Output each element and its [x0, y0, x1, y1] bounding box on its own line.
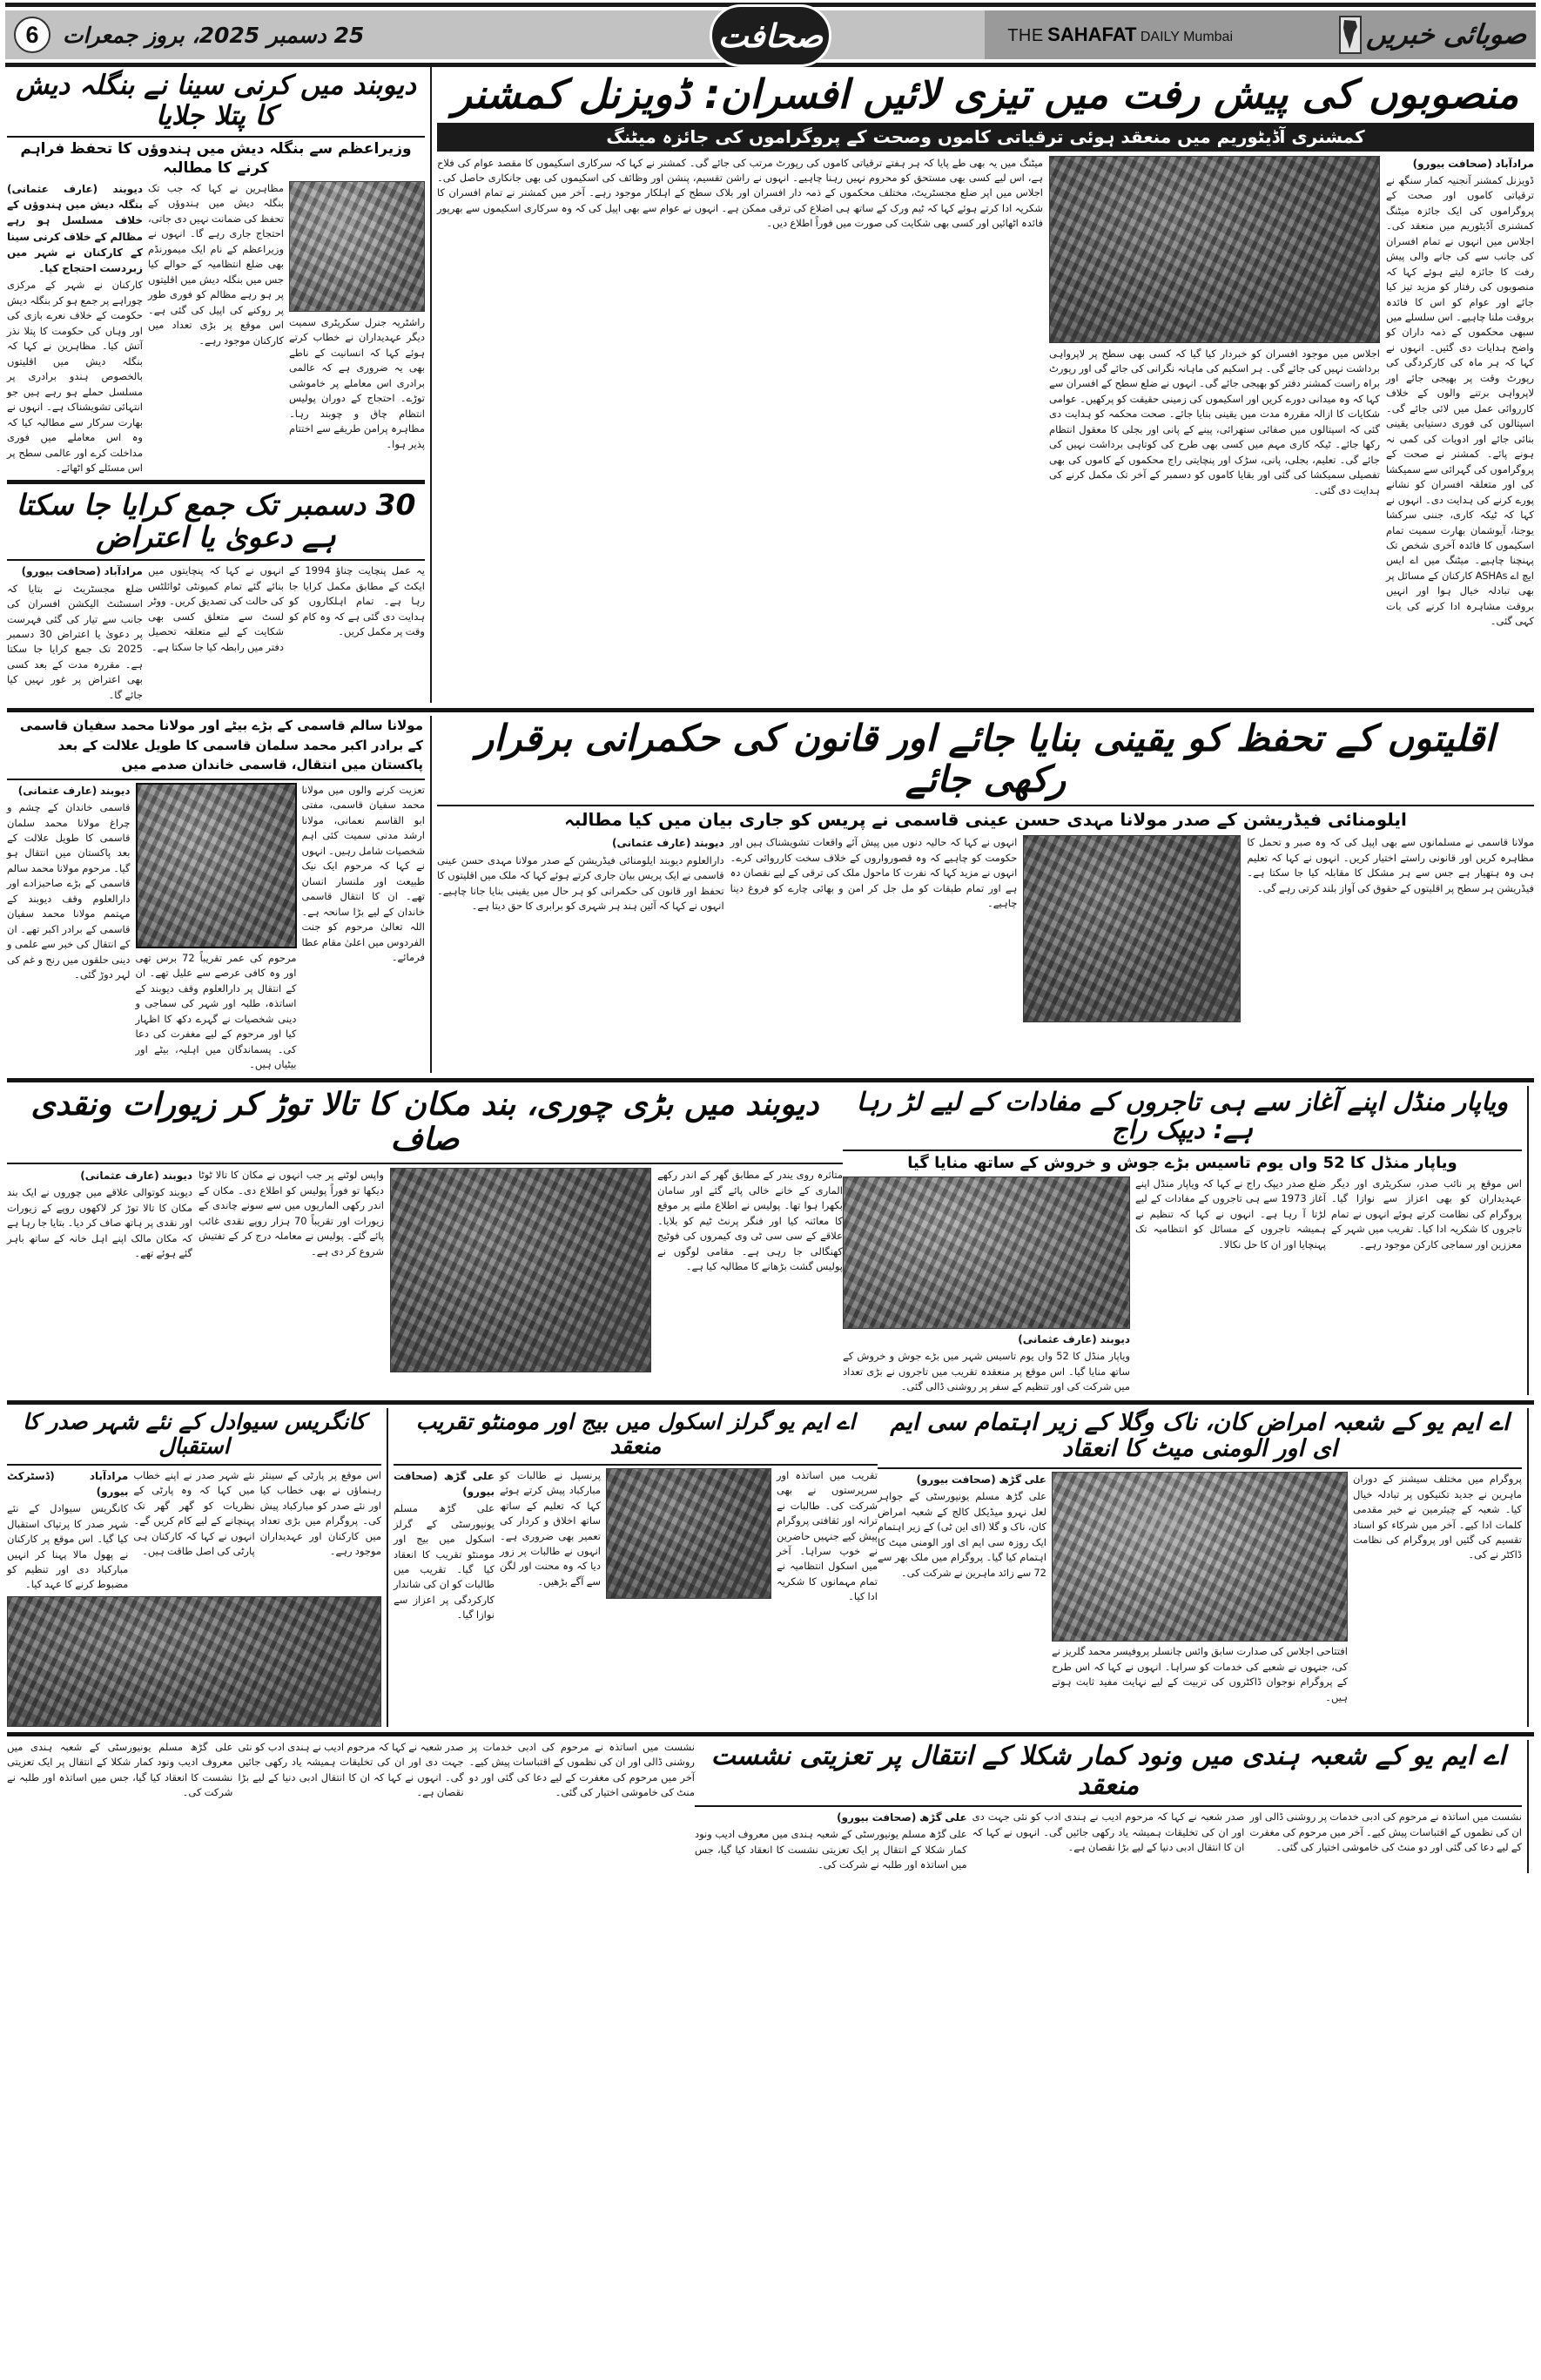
block-amu-hindi	[0, 1740, 1541, 1873]
vyapar-text-right: ویاپار منڈل کا 52 واں یوم تاسیس شہر میں بڑے جوش و خروش کے ساتھ منایا گیا۔ اس موقع پر منعقدہ تقریب میں تاجروں نے بڑی تعداد میں شرکت کی اور تنظیم کے سفر پر روشنی ڈالی گئی۔	[843, 1350, 1130, 1393]
vyapar-col-left	[1331, 1177, 1522, 1395]
amu-hindi-filler-mid	[238, 1740, 463, 1801]
block-amu	[0, 1408, 1541, 1727]
obituary-story	[7, 716, 425, 1072]
claim30-text-mid: انہوں نے کہا کہ پنچایتوں میں بنائے گئے تمام کمیونٹی ٹوائلٹس کی حالت کی تصدیق کریں۔ ووٹر لسٹ سے متعلق کسی بھی شکایت کے لیے متعلقہ تحصیل دفتر میں رابطہ کیا جا سکتا ہے۔	[148, 564, 284, 653]
theft-photo	[390, 1168, 651, 1372]
lead-text-mid: اجلاس میں موجود افسران کو خبردار کیا گیا کہ کسی بھی سطح پر لاپرواہی برداشت نہیں کی جائے گی۔ ہر اسکیم کی ماہانہ نگرانی کی جائے گی اور رپورٹ براہ راست کمشنر دفتر کو بھیجی جائے گی۔ انہوں نے ضلع سطح کے افسران سے کہا کہ وہ میدانی دورے کریں اور اسکیموں کی زمینی حقیقت کو پرکھیں۔ عوامی شکایات کا ازالہ مقررہ مدت میں یقینی بنایا جائے۔ صحت محکمہ کو ہدایت دی گئی کہ اسپتالوں میں صفائی ستھرائی، پینے کے پانی اور بجلی کا معقول انتظام رکھا جائے۔ ٹیکہ کاری مہم میں کسی بھی طرح کی کوتاہی برداشت نہیں کی جائے گی۔ تعلیم، بجلی، پانی، سڑک اور پنچایتی راج محکموں کے کاموں کی بھی تفصیلی سمیکشا کی گئی اور بقایا کاموں کو دسمبر کے آخر تک مکمل کرنے کی ہدایت دی گئی۔	[1049, 347, 1380, 496]
congress-story	[7, 1408, 381, 1727]
obituary-text-left: تعزیت کرنے والوں میں مولانا محمد سفیان قاسمی، مفتی ابو القاسم نعمانی، مولانا ارشد مدنی سمیت کئی اہم شخصیات شامل رہیں۔ انہوں نے کہا کہ مرحوم ایک نیک طبیعت اور ملنسار انسان تھے۔ ان کا انتقال قاسمی خاندان کے لیے بڑا سانحہ ہے۔ اللہ تعالیٰ مرحوم کو جنت الفردوس میں اعلیٰ مقام عطا فرمائے۔	[301, 783, 425, 963]
vyapar-byline-block	[843, 1332, 1130, 1395]
lead-col-right	[1386, 156, 1534, 630]
obituary-headline: مولانا سالم قاسمی کے بڑے بیٹے اور مولانا محمد سفیان قاسمی کے برادر اکبر محمد سلمان قاسمی کا طویل علالت کے بعد پاکستان میں انتقال، قاسمی خاندان صدمے میں	[19, 718, 423, 773]
theft-rule	[7, 1163, 843, 1164]
claim30-headline: 30 دسمبر تک جمع کرایا جا سکتا ہے دعویٰ یا اعتراض	[16, 488, 416, 555]
claim30-col-right	[7, 563, 143, 703]
minority-rule	[437, 805, 1534, 806]
amu-girls-photo-col	[606, 1468, 771, 1623]
sahafat-logo: صحافت	[710, 4, 831, 67]
amu-hindi-filler-left	[469, 1740, 695, 1801]
amu-ent-col-right	[878, 1472, 1046, 1705]
deoband-col-first	[7, 181, 143, 476]
amu-hindi-rule	[695, 1805, 1522, 1807]
amu-girls-photo	[606, 1468, 771, 1599]
amu-hindi-headline: اے ایم یو کے شعبہ ہندی میں ونود کمار شکلا کے انتقال پر تعزیتی نشست منعقد	[710, 1740, 1506, 1801]
vyapar-rule	[843, 1150, 1522, 1151]
obituary-photo	[136, 783, 297, 948]
congress-byline: مرادآباد (ڈسٹرکٹ بیورو)	[7, 1469, 129, 1498]
congress-col-mid	[133, 1468, 254, 1593]
block2-top-rule	[7, 708, 1534, 712]
deoband-text-left: راشٹریہ جنرل سکریٹری سمیت دیگر عہدیداران نے خطاب کرتے ہوئے کہا کہ انسانیت کے ناطے بھی یہ ضروری ہے کہ عالمی برادری اس معاملے پر خاموشی توڑے۔ احتجاج کے دوران پولیس انتظام چاق و چوبند رہا۔ مظاہرہ پرامن طریقے سے اختتام پذیر ہوا۔	[289, 315, 425, 450]
block2-divider	[430, 716, 432, 1072]
amu-hindi-text-mid: صدر شعبہ نے کہا کہ مرحوم ادیب نے ہندی ادب کو نئی جہت دی اور ان کی تخلیقات ہمیشہ یاد رکھی جائیں گی۔ انہوں نے کہا کہ ان کا انتقال ادبی دنیا کے لیے بڑا نقصان ہے۔	[972, 1810, 1245, 1854]
claim30-text-left: یہ عمل پنچایت چناؤ 1994 کے ایکٹ کے مطابق مکمل کرایا جا رہا ہے۔ تمام اہلکاروں کو ہدایت دی گئی ہے کہ وہ کام کو وقت پر مکمل کریں۔	[289, 564, 425, 638]
congress-headline: کانگریس سیوادل کے نئے شہر صدر کا استقبال	[23, 1408, 366, 1459]
minority-byline: دیوبند (عارف عثمانی)	[611, 837, 724, 850]
obituary-text-mid: مرحوم کی عمر تقریباً 72 برس تھی اور وہ کافی عرصے سے علیل تھے۔ ان کے انتقال پر دارالعلوم وقف دیوبند کے اساتذہ، طلبہ اور شہر کی سماجی و دینی شخصیات نے گہرے دکھ کا اظہار کیا اور مرحوم کے لیے مغفرت کی دعا کی۔ پسماندگان میں اہلیہ، بیٹے اور بیٹیاں ہیں۔	[135, 951, 297, 1071]
page-number-badge: 6	[14, 17, 50, 53]
minority-story	[437, 716, 1534, 1072]
lead-headline: منصوبوں کی پیش رفت میں تیزی لائیں افسران: ڈویزنل کمشنر	[452, 71, 1519, 118]
congress-text-mid: نئے شہر صدر نے اپنے خطاب میں کہا کہ وہ پارٹی کے نظریات کو گھر گھر تک پہنچانے کے لیے کام کریں گے۔ انہوں نے کہا کہ کارکنان ہی پارٹی کی اصل طاقت ہیں۔	[133, 1468, 255, 1557]
amu-hindi-col-mid	[972, 1810, 1245, 1873]
minority-col-right	[437, 835, 724, 1022]
amu-hindi-filler-text-left: نشست میں اساتذہ نے مرحوم کی ادبی خدمات پر روشنی ڈالی اور ان کی نظموں کے اقتباسات پیش کیے۔ آخر میں مرحوم کی مغفرت کے لیے دعا کی گئی اور دو منٹ کی خاموشی اختیار کی گئی۔	[468, 1740, 695, 1799]
amu-girls-rule	[394, 1464, 878, 1466]
amu-girls-headline: اے ایم یو گرلز اسکول میں بیج اور مومنٹو تقریب منعقد	[415, 1408, 856, 1459]
vyapar-headline: ویاپار منڈل اپنے آغاز سے ہی تاجروں کے مفادات کے لیے لڑ رہا ہے: دیپک راج	[856, 1086, 1509, 1145]
masthead-the: THE	[1007, 26, 1044, 45]
amu-hindi-filler-text-mid: صدر شعبہ نے کہا کہ مرحوم ادیب نے ہندی ادب کو نئی جہت دی اور ان کی تخلیقات ہمیشہ یاد رکھی جائیں گی۔ انہوں نے کہا کہ ان کا انتقال ادبی دنیا کے لیے بڑا نقصان ہے۔	[238, 1740, 464, 1799]
publication-date: 25 دسمبر 2025، بروز جمعرات	[63, 22, 365, 48]
amu-girls-story	[394, 1408, 878, 1727]
amu-ent-col-left	[1353, 1472, 1522, 1705]
block4-inner-divider	[387, 1408, 388, 1727]
vyapar-text-mid: ضلع صدر دیپک راج نے کہا کہ ویاپار منڈل اپنے آغاز 1973 سے ہی تاجروں کے مفادات کے لیے لڑتا آ رہا ہے۔ انہوں نے کہا کہ تنظیم نے ہمیشہ تاجروں کے مسائل کو انتظامیہ تک پہنچایا اور ان کا حل نکالا۔	[1135, 1177, 1326, 1251]
theft-story	[7, 1086, 843, 1395]
column-divider	[430, 67, 432, 703]
theft-col-left	[657, 1168, 843, 1372]
minority-photo-col	[1023, 835, 1241, 1022]
block5-divider	[1527, 1740, 1529, 1873]
lead-col-left	[437, 156, 1043, 630]
amu-girls-byline: علی گڑھ (صحافت بیورو)	[394, 1469, 495, 1498]
vyapar-story	[843, 1086, 1522, 1395]
lead-photo-col	[1049, 156, 1380, 630]
minority-byline-block	[437, 835, 724, 914]
lead-text-right: ڈویزنل کمشنر آنجنیہ کمار سنگھ نے ترقیاتی کاموں اور صحت کے پروگراموں کی ایک جائزہ میٹنگ کمشنری آڈیٹوریم میں منعقد کی۔ اجلاس میں انہوں نے تمام افسران کی جانب سے کی جانے والی پیش رفت کا جائزہ لیتے ہوئے کہا کہ منصوبوں کی رفتار کو مزید تیز کیا جائے اور عوام کو اس کا فائدہ بروقت ملنا چاہیے۔ اس سلسلے میں سبھی محکموں کے ذمہ داران کو واضح ہدایات دی گئیں۔ انہوں نے کہا کہ ہر ماہ کی کارکردگی کی رپورٹ وقت پر بھیجی جائے اور لاپرواہی برتنے والوں کے خلاف کارروائی عمل میں لائی جائے گی۔ اسپتالوں کی فوری دستیابی یقینی بنائی جائے اور ادویات کی کمی نہ ہونے پائے۔ کمشنر نے صحت کے پروگراموں کی گہرائی سے سمیکشا کی اور متعلقہ افسران کو نشانے پورے کرنے کی ہدایت دی۔ انہوں نے کہا کہ ٹیکہ کاری، جننی سرکشا یوجنا، آیوشمان بھارت سمیت تمام اسکیموں کا فائدہ آخری شخص تک پہنچنا چاہیے۔ میٹنگ میں اے ایس ایچ اے ASHAs کارکنان کے مسائل پر بھی تبادلہ خیال ہوا اور انہیں بروقت مشاہرہ ادا کرنے کی بات کہی گئی۔	[1386, 173, 1534, 628]
lead-byline: مرادآباد (صحافت بیورو)	[1412, 157, 1534, 170]
amu-ent-text-mid: افتتاحی اجلاس کی صدارت سابق وائس چانسلر پروفیسر محمد گلریز نے کی، جنہوں نے شعبے کی خدمات کو سراہا۔ انہوں نے کہا کہ اس طرح کے پروگرام نوجوان ڈاکٹروں کی تربیت کے لیے نہایت مفید ثابت ہوتے ہیں۔	[1052, 1645, 1348, 1703]
obituary-photo-col	[136, 783, 297, 1073]
claim30-col-mid	[148, 563, 284, 703]
block4-top-rule	[7, 1400, 1534, 1405]
masthead	[5, 10, 1536, 59]
amu-girls-col-right	[394, 1468, 495, 1623]
claim30-byline-block	[7, 563, 143, 703]
amu-ent-rule	[878, 1467, 1522, 1469]
amu-ent-photo-col	[1052, 1472, 1348, 1705]
minority-col-left	[1247, 835, 1534, 1022]
amu-girls-col-mid	[500, 1468, 601, 1623]
vyapar-subhead: ویاپار منڈل کا 52 واں یوم تاسیس بڑے جوش و خروش کے ساتھ منایا گیا	[907, 1153, 1457, 1172]
masthead-brand: SAHAFAT	[1047, 24, 1137, 45]
theft-text-right: دیوبند کوتوالی علاقے میں چوروں نے ایک بند مکان کا تالا توڑ کر لاکھوں روپے کے زیورات اور نقدی پر ہاتھ صاف کر دیا۔ بتایا جا رہا ہے کہ مکان مالک اپنے اہل خانہ کے ساتھ باہر گئے ہوئے تھے۔	[7, 1186, 192, 1260]
block5-top-rule	[7, 1732, 1534, 1736]
minority-col-mid	[730, 835, 1018, 1022]
deoband-text-right: کارکنان نے شہر کے مرکزی چوراہے پر جمع ہو کر بنگلہ دیش حکومت کے خلاف نعرے بازی کی اور وہاں کی حکومت کا پتلا نذر آتش کیا۔ مظاہرین نے کہا کہ بنگلہ دیش میں اقلیتوں بالخصوص ہندو برادری پر مسلسل حملے ہو رہے ہیں جو انتہائی تشویشناک ہے۔ انہوں نے بھارت سرکار سے مطالبہ کیا کہ وہ اس معاملے میں فوری مداخلت کرے اور عالمی سطح پر اس مسئلے کو اٹھائے۔	[7, 279, 143, 474]
amu-hindi-filler-text-right: علی گڑھ مسلم یونیورسٹی کے شعبہ ہندی میں معروف ادیب ونود کمار شکلا کے انتقال پر ایک تعزیتی نشست کا انعقاد کیا گیا، جس میں اساتذہ اور طلبہ نے شرکت کی۔	[7, 1740, 233, 1799]
vyapar-photo-col	[843, 1177, 1130, 1395]
block4-divider	[1527, 1408, 1529, 1727]
amu-girls-text-left: تقریب میں اساتذہ اور سرپرستوں نے بھی شرکت کی۔ طالبات نے ترانہ اور ثقافتی پروگرام پیش کیے جنہیں حاضرین نے خوب سراہا۔ آخر میں اسکول انتظامیہ نے تمام مہمانوں کا شکریہ ادا کیا۔	[777, 1468, 878, 1603]
minority-subhead: ایلومنائی فیڈریشن کے صدر مولانا مہدی حسن عینی قاسمی نے پریس کو جاری بیان میں کیا مطالبہ	[564, 809, 1407, 831]
obituary-byline-block	[7, 783, 131, 983]
claim30-col-left	[289, 563, 425, 703]
minority-headline: اقلیتوں کے تحفظ کو یقینی بنایا جائے اور قانون کی حکمرانی برقرار رکھی جائے	[476, 717, 1495, 801]
theft-photo-col	[390, 1168, 651, 1372]
claim30-byline: مرادآباد (صحافت بیورو)	[21, 565, 143, 578]
congress-photo	[7, 1596, 381, 1727]
minority-text-left: مولانا قاسمی نے مسلمانوں سے بھی اپیل کی کہ وہ صبر و تحمل کا مظاہرہ کریں اور قانونی راستے اختیار کریں۔ انہوں نے کہا کہ تعلیم ہی وہ ہتھیار ہے جس سے ہر مشکل کا مقابلہ کیا جا سکتا ہے۔ فیڈریشن ہر سطح پر اقلیتوں کے حقوق کی آواز بلند کرتی رہے گی۔	[1247, 836, 1534, 894]
block-theft	[0, 1086, 1541, 1395]
theft-text-mid: واپس لوٹنے پر جب انہوں نے مکان کا تالا ٹوٹا دیکھا تو فوراً پولیس کو اطلاع دی۔ مکان کے اندر رکھی الماریوں میں سے سونے چاندی کے زیورات اور تقریباً 70 ہزار روپے نقدی غائب پائے گئے۔ پولیس نے معاملہ درج کر کے تفتیش شروع کر دی ہے۔	[199, 1169, 384, 1257]
deoband-col-mid	[148, 181, 284, 476]
theft-col-mid	[199, 1168, 384, 1372]
deoband-headline: دیوبند میں کرنی سینا نے بنگلہ دیش کا پتلا جلایا	[16, 70, 416, 131]
obituary-col-right	[7, 783, 131, 1073]
amu-ent-photo	[1052, 1472, 1348, 1642]
deoband-text-mid: مظاہرین نے کہا کہ جب تک بنگلہ دیش میں ہندوؤں کے تحفظ کی ضمانت نہیں دی جاتی، احتجاج جاری رہے گا۔ انہوں نے وزیراعظم کے نام ایک میمورنڈم بھی ضلع انتظامیہ کے حوالے کیا جس میں بنگلہ دیش میں اقلیتوں پر ہو رہے مظالم کو فوری طور پر روکنے کی اپیل کی گئی ہے۔ اس موقع پر بڑی تعداد میں کارکنان موجود رہے۔	[147, 181, 284, 347]
amu-hindi-text-left: نشست میں اساتذہ نے مرحوم کی ادبی خدمات پر روشنی ڈالی اور ان کی نظموں کے اقتباسات پیش کیے۔ آخر میں مرحوم کی مغفرت کے لیے دعا کی گئی اور دو منٹ کی خاموشی اختیار کی گئی۔	[1249, 1810, 1522, 1854]
congress-text-left: اس موقع پر پارٹی کے سینئر رہنماؤں نے بھی خطاب کیا اور نئے صدر کو مبارکباد پیش کی۔ پروگرام میں بڑی تعداد میں کارکنان اور عہدیداران موجود رہے۔	[259, 1468, 381, 1557]
amu-hindi-right-filler	[7, 1740, 695, 1873]
vyapar-col-mid	[1135, 1177, 1326, 1395]
lead-story	[437, 67, 1534, 703]
amu-ent-byline-block	[878, 1472, 1046, 1581]
block3-divider	[1527, 1086, 1529, 1395]
theft-text-left: متاثرہ روی یندر کے مطابق گھر کے اندر رکھے الماری کے خانے خالی پائے گئے اور سامان بکھرا ہوا تھا۔ پولیس نے اطلاع ملنے پر موقع کا معائنہ کیا اور فنگر پرنٹ ٹیم کو بلایا۔ علاقے کے سی سی ٹی وی کیمروں کی فوٹیج کھنگالی جا رہی ہے۔ مقامی لوگوں نے پولیس گشت بڑھانے کا مطالبہ کیا ہے۔	[657, 1169, 843, 1273]
deoband-col-right	[289, 181, 425, 476]
obituary-col-left	[302, 783, 426, 1073]
claim30-text-right: ضلع مجسٹریٹ نے بتایا کہ اسسٹنٹ الیکشن افسران کی جانب سے تیار کی گئی فہرست پر دعویٰ یا اعتراض 30 دسمبر 2025 تک جمع کرایا جا سکتا ہے۔ مقررہ مدت کے بعد کسی بھی اعتراض پر غور نہیں کیا جائے گا۔	[7, 582, 143, 701]
claim30-rule	[7, 559, 425, 561]
masthead-right	[5, 17, 364, 53]
congress-col-left	[260, 1468, 381, 1593]
amu-girls-byline-block	[394, 1468, 495, 1623]
block3-top-rule	[7, 1078, 1534, 1082]
minority-text-mid: انہوں نے کہا کہ حالیہ دنوں میں پیش آئے واقعات تشویشناک ہیں اور حکومت کو چاہیے کہ وہ قصورواروں کے خلاف سخت کارروائی کرے۔ انہوں نے مزید کہا کہ نفرت کا ماحول ملک کی ترقی کے لیے نقصان دہ ہے اور تمام طبقات کو مل جل کر امن و بھائی چارے کو فروغ دینا چاہیے۔	[730, 836, 1018, 910]
congress-text-right: کانگریس سیوادل کے نئے شہر صدر کا پرتپاک استقبال کیا گیا۔ اس موقع پر کارکنان نے پھول مالا پہنا کر انہیں مبارکباد دی اور تنظیم کو مضبوط کرنے کا عہد کیا۔	[7, 1502, 129, 1591]
deoband-story	[7, 67, 425, 703]
amu-ent-text-left: پروگرام میں مختلف سیشنز کے دوران ماہرین نے جدید تکنیکوں پر تبادلہ خیال کیا۔ شعبہ کے چیئرمین نے خیر مقدمی کلمات ادا کیے۔ آخر میں شرکاء کو اسناد تقسیم کی گئیں اور پروگرام کی نظامت ڈاکٹر نے کی۔	[1353, 1473, 1522, 1561]
block-lead	[0, 67, 1541, 703]
amu-ent-byline: علی گڑھ (صحافت بیورو)	[916, 1473, 1046, 1487]
minority-text-right: دارالعلوم دیوبند ایلومنائی فیڈریشن کے صدر مولانا مہدی حسن عینی قاسمی نے ایک پریس بیان جاری کرتے ہوئے کہا کہ ملک میں اقلیتوں کا تحفظ اور قانون کی حکمرانی کو ہر حال میں یقینی بنایا جانا چاہیے۔ انہوں نے کہا کہ آئین ہند ہر شہری کو برابری کا حق دیتا ہے۔	[436, 853, 724, 913]
masthead-english-title	[992, 24, 1248, 46]
amu-hindi-story	[695, 1740, 1522, 1873]
lead-photo	[1049, 156, 1380, 343]
amu-girls-text-mid: پرنسپل نے طالبات کو مبارکباد پیش کرتے ہوئے کہا کہ تعلیم کے ساتھ ساتھ اخلاق و کردار کی تعمیر بھی ضروری ہے۔ انہوں نے طالبات پر زور دیا کہ وہ محنت اور لگن سے آگے بڑھیں۔	[500, 1468, 601, 1588]
newspaper-page	[0, 3, 1541, 2380]
theft-byline: دیوبند (عارف عثمانی)	[80, 1170, 192, 1183]
amu-girls-text-right: علی گڑھ مسلم یونیورسٹی کے گرلز اسکول میں بیج اور مومنٹو تقریب کا انعقاد کیا گیا۔ تقریب میں طالبات کو ان کی شاندار کارکردگی پر اعزاز سے نوازا گیا۔	[394, 1502, 495, 1622]
claim30-top-rule	[7, 480, 425, 484]
deoband-subhead: وزیراعظم سے بنگلہ دیش میں ہندوؤں کا تحفظ فراہم کرنے کا مطالبہ	[20, 140, 412, 177]
theft-col-right	[7, 1168, 192, 1372]
masthead-daily: DAILY Mumbai	[1140, 30, 1233, 44]
theft-headline: دیوبند میں بڑی چوری، بند مکان کا تالا توڑ کر زیورات ونقدی صاف	[30, 1086, 819, 1157]
amu-hindi-byline: علی گڑھ (صحافت بیورو)	[837, 1811, 967, 1824]
congress-byline-block	[7, 1468, 128, 1593]
right-stack	[7, 1408, 878, 1727]
amu-hindi-text-right: علی گڑھ مسلم یونیورسٹی کے شعبہ ہندی میں معروف ادیب ونود کمار شکلا کے انتقال پر ایک تعزیتی نشست کا انعقاد کیا گیا، جس میں اساتذہ اور طلبہ نے شرکت کی۔	[694, 1828, 967, 1871]
obituary-text-right: قاسمی خاندان کے چشم و چراغ مولانا محمد سلمان قاسمی کا طویل علالت کے بعد پاکستان میں انتقال ہو گیا۔ مرحوم مولانا محمد سالم قاسمی کے بڑے صاحبزادے اور دارالعلوم وقف دیوبند کے مہتمم مولانا محمد سفیان قاسمی کے برادر اکبر تھے۔ ان کے انتقال کی خبر سے علمی و دینی حلقوں میں رنج و غم کی لہر دوڑ گئی۔	[7, 801, 131, 981]
deoband-byline-block	[7, 181, 143, 476]
amu-hindi-byline-block	[695, 1810, 967, 1873]
obituary-byline: دیوبند (عارف عثمانی)	[17, 784, 131, 797]
amu-ent-text-right: علی گڑھ مسلم یونیورسٹی کے جواہر لعل نہرو میڈیکل کالج کے شعبہ امراض کان، ناک و گلا (ای این ٹی) کے زیر اہتمام ایک روزہ سی ایم ای اور الومنی میٹ کا اہتمام کیا گیا۔ پروگرام میں ملک بھر سے 72 سے زائد ماہرین نے شرکت کی۔	[878, 1490, 1046, 1579]
vyapar-photo	[843, 1177, 1130, 1329]
amu-girls-col-left	[777, 1468, 878, 1623]
lead-subhead: کمشنری آڈیٹوریم میں منعقد ہوئی ترقیاتی کاموں وصحت کے پروگراموں کی جائزہ میٹنگ	[437, 123, 1534, 152]
vyapar-text-left: اس موقع پر نائب صدر، سکریٹری اور دیگر عہدیداران کو بھی اعزاز سے نوازا گیا۔ پروگرام کی نظامت کرتے ہوئے انہوں نے تمام تاجروں کا شکریہ ادا کیا۔ تقریب میں شہر کے معززین اور سماجی کارکن موجود رہے۔	[1331, 1177, 1522, 1251]
masthead-left	[1248, 16, 1536, 54]
minority-photo	[1023, 835, 1241, 1022]
lead-byline-block	[1386, 156, 1534, 630]
amu-ent-story	[878, 1408, 1522, 1727]
amu-ent-headline: اے ایم یو کے شعبہ امراض کان، ناک وگلا کے زیر اہتمام سی ایم ای اور الومنی میٹ کا انعقاد	[890, 1408, 1510, 1462]
section-label: صوبائی خبریں	[1365, 19, 1529, 51]
theft-byline-block	[7, 1168, 192, 1262]
lead-text-left: میٹنگ میں یہ بھی طے پایا کہ ہر ہفتے ترقیاتی کاموں کی رپورٹ مرتب کی جائے گی۔ کمشنر نے کہا کہ سرکاری اسکیموں کا مقصد عوام کی فلاح ہے، اس لیے کسی بھی مستحق کو محروم نہیں رہنا چاہیے۔ انہوں نے راشن تقسیم، پنشن اور وظائف کی اسکیموں کی بھی جانکاری حاصل کی۔ اجلاس میں اپر ضلع مجسٹریٹ، مختلف محکموں کے ذمہ دار افسران اور بلاک سطح کے اہلکار موجود رہے۔ آخر میں کمشنر نے تمام افسران کا شکریہ ادا کرتے ہوئے کہا کہ ٹیم ورک کے ساتھ ہی اضلاع کی ترقی ممکن ہے۔ انہوں نے عوام سے بھی اپیل کی کہ وہ سرکاری اسکیموں سے بھرپور فائدہ اٹھائیں اور کسی بھی شکایت کی صورت میں فوراً اطلاع دیں۔	[437, 156, 1043, 230]
amu-hindi-col-left	[1249, 1810, 1522, 1873]
deoband-rule	[7, 136, 425, 138]
congress-rule	[7, 1464, 381, 1466]
amu-hindi-filler-right	[7, 1740, 232, 1801]
obituary-rule	[7, 779, 425, 780]
deoband-photo	[289, 181, 425, 312]
block-minority	[0, 716, 1541, 1072]
vyapar-byline: دیوبند (عارف عثمانی)	[1018, 1333, 1130, 1346]
amu-hindi-col-right	[695, 1810, 967, 1873]
india-map-icon	[1339, 16, 1362, 54]
congress-col-right	[7, 1468, 128, 1593]
deoband-byline: دیوبند (عارف عثمانی) بنگلہ دیش میں ہندوؤں کے خلاف مسلسل ہو رہے مظالم کے خلاف کرنی سینا کے کارکنان نے شہر میں زبردست احتجاج کیا۔	[7, 182, 143, 275]
